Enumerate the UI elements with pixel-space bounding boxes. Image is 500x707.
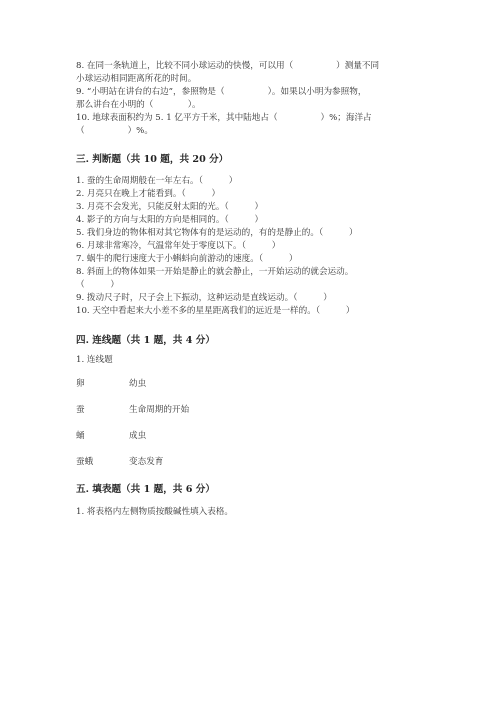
tf-item: 10. 天空中看起来大小差不多的星星距离我们的远近是一样的。（ ） [76, 306, 355, 316]
match-left-item: 蚕蛾 [76, 457, 94, 467]
match-left-item: 蚕 [76, 405, 85, 415]
tf-item: （ ） [76, 280, 119, 290]
tf-item: 6. 月球非常寒冷，气温常年处于零度以下。（ ） [76, 241, 281, 251]
matching-question-text: 1. 连线题 [76, 355, 113, 365]
section4-title: 四. 连线题（共 1 题，共 4 分） [76, 335, 215, 346]
tf-item: 4. 影子的方向与太阳的方向是相同的。（ ） [76, 215, 264, 225]
match-right-item: 成虫 [129, 431, 147, 441]
match-right-item: 生命周期的开始 [129, 405, 190, 415]
tf-item: 1. 蚕的生命周期般在一年左右。（ ） [76, 176, 238, 186]
match-right-item: 幼虫 [129, 379, 147, 389]
q9-line2: 那么讲台在小明的（ ）。 [76, 100, 201, 110]
section5-title: 五. 填表题（共 1 题，共 6 分） [76, 484, 215, 495]
q8-line1: 8. 在同一条轨道上，比较不同小球运动的快慢，可以用（ ）测量不同 [76, 61, 380, 71]
q9-line1: 9. “小明站在讲台的右边”，参照物是（ ）。如果以小明为参照物， [76, 87, 367, 97]
match-left-item: 蛹 [76, 431, 85, 441]
q10-line1: 10. 地球表面积约为 5. 1 亿平方千米，其中陆地占（ ）%；海洋占 [76, 113, 372, 123]
fill-in-questions [76, 60, 446, 138]
q10-line2: （ ）%。 [76, 126, 153, 136]
matching-question-label [76, 354, 376, 367]
true-false-questions [76, 175, 446, 318]
tf-item: 8. 斜面上的物体如果一开始是静止的就会静止，一开始运动的就会运动。 [76, 267, 354, 277]
tf-item: 5. 我们身边的物体相对其它物体有的是运动的，有的是静止的。（ ） [76, 228, 358, 238]
match-right-item: 变态发育 [129, 457, 164, 467]
fill-table-question [76, 506, 376, 519]
tf-item: 9. 拨动尺子时，尺子会上下振动，这种运动是直线运动。（ ） [76, 293, 332, 303]
section3-title: 三. 判断题（共 10 题，共 20 分） [76, 154, 229, 165]
q8-line2: 小球运动相同距离所花的时间。 [76, 74, 197, 84]
tf-item: 7. 蜗牛的爬行速度大于小蝌蚪向前游动的速度。（ ） [76, 254, 298, 264]
fill-table-question-text: 1. 将表格内左侧物质按酸碱性填入表格。 [76, 507, 234, 517]
tf-item: 2. 月亮只在晚上才能看到。（ ） [76, 189, 221, 199]
match-left-item: 卵 [76, 379, 85, 389]
tf-item: 3. 月亮不会发光，只能反射太阳的光。（ ） [76, 202, 264, 212]
